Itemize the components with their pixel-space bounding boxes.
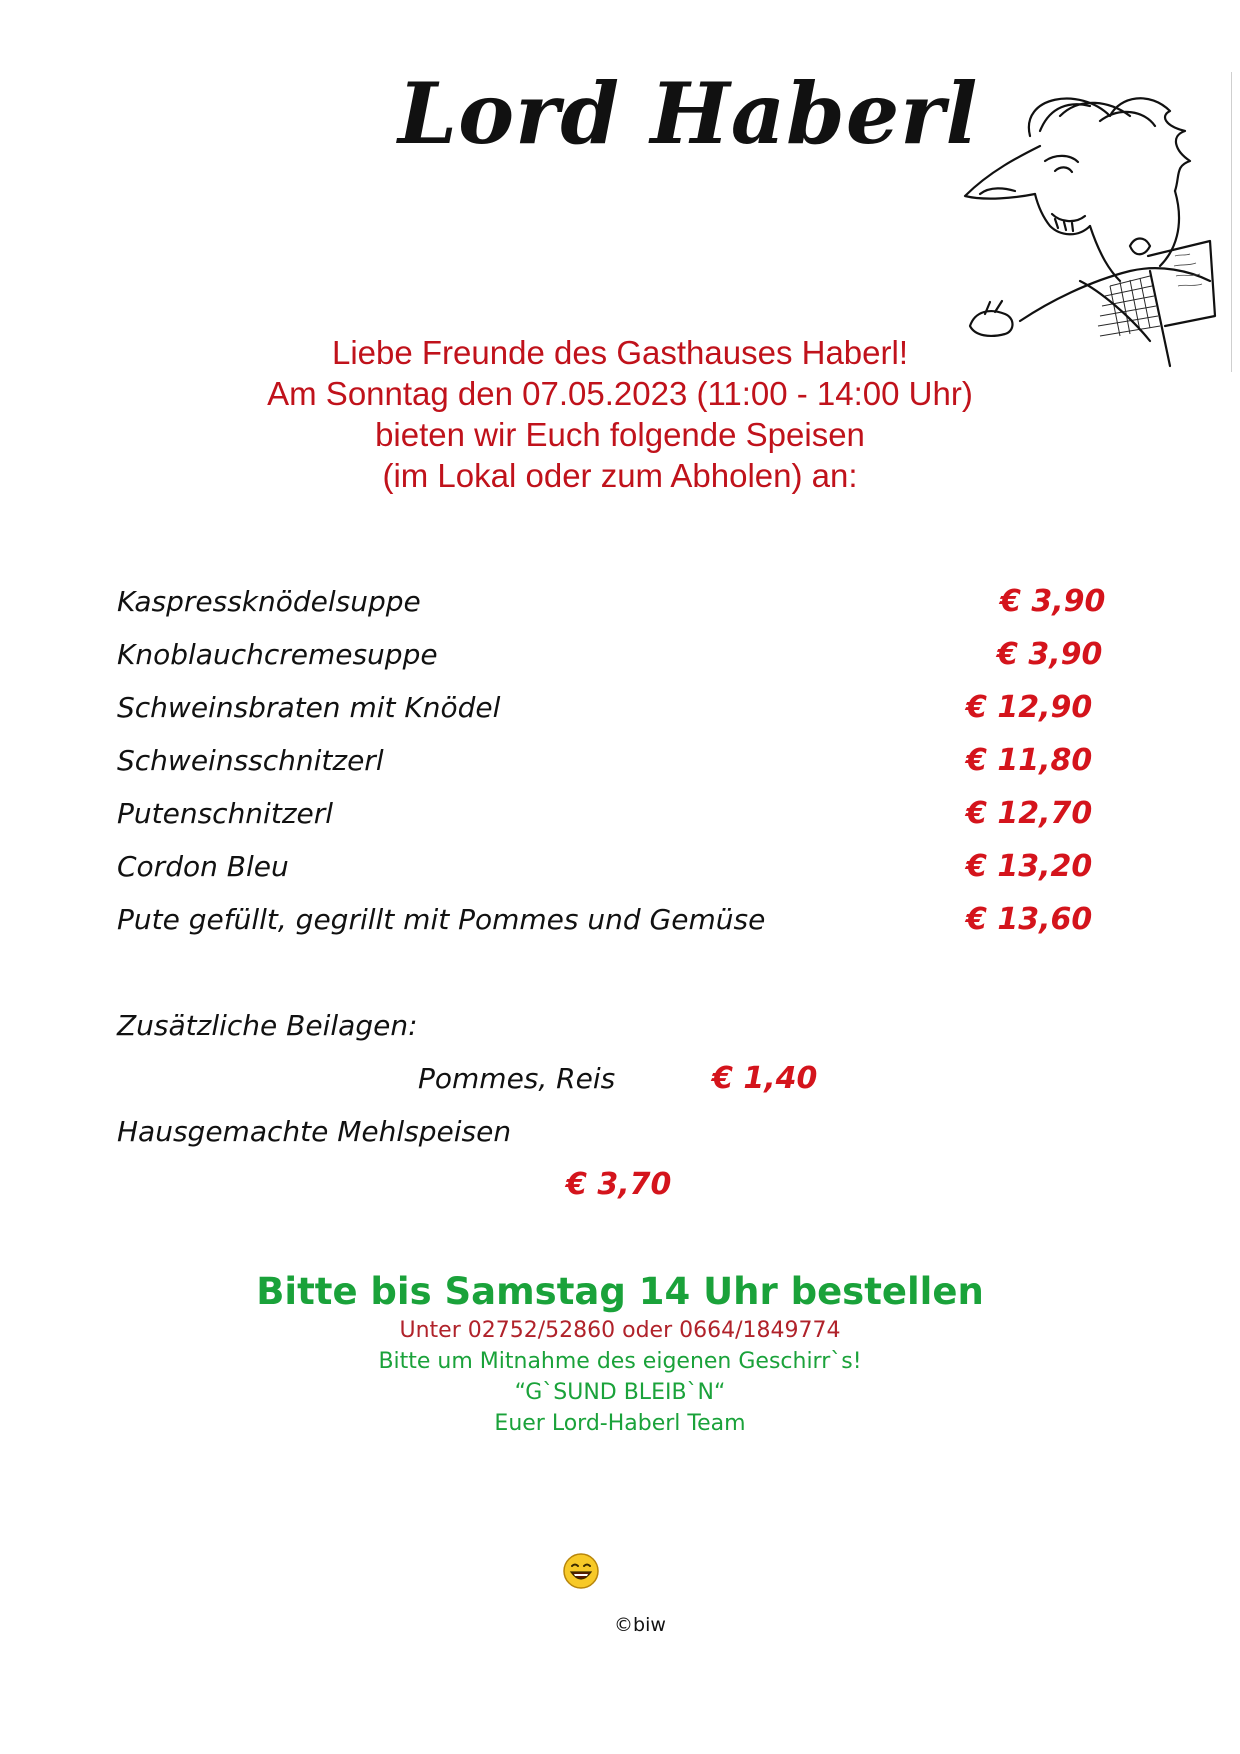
team-signature: Euer Lord-Haberl Team <box>494 1411 746 1436</box>
phone-numbers: Unter 02752/52860 oder 0664/1849774 <box>399 1318 841 1343</box>
menu-item-name: Kaspressknödelsuppe <box>117 585 421 618</box>
menu-item-name: Putenschnitzerl <box>117 797 334 830</box>
menu-item-price: € 13,20 <box>966 849 1093 884</box>
intro-line-1: Liebe Freunde des Gasthauses Haberl! <box>331 334 909 371</box>
dishes-note: Bitte um Mitnahme des eigenen Geschirr`s! <box>378 1349 862 1374</box>
desserts-name: Hausgemachte Mehlspeisen <box>117 1115 512 1148</box>
menu-item-price: € 3,90 <box>1000 584 1106 619</box>
side-item-price: € 1,40 <box>712 1061 818 1096</box>
menu-item-name: Schweinsbraten mit Knödel <box>117 691 501 724</box>
laughing-smiley-icon <box>562 1552 600 1590</box>
copyright-text: ©biw <box>614 1614 666 1636</box>
menu-item-price: € 13,60 <box>966 902 1093 937</box>
greeting-text: “G`SUND BLEIB`N“ <box>514 1380 726 1405</box>
order-deadline-heading: Bitte bis Samstag 14 Uhr bestellen <box>256 1270 984 1313</box>
menu-item-name: Knoblauchcremesuppe <box>117 638 438 671</box>
caricature-icon <box>960 76 1220 376</box>
menu-item-price: € 11,80 <box>966 743 1093 778</box>
menu-item-name: Cordon Bleu <box>117 850 289 883</box>
intro-line-4: (im Lokal oder zum Abholen) an: <box>382 457 858 494</box>
menu-item-name: Pute gefüllt, gegrillt mit Pommes und Gemüse <box>117 903 766 936</box>
menu-item-price: € 12,90 <box>966 690 1093 725</box>
menu-item-name: Schweinsschnitzerl <box>117 744 384 777</box>
intro-line-3: bieten wir Euch folgende Speisen <box>375 416 865 453</box>
sides-heading: Zusätzliche Beilagen: <box>117 1009 418 1042</box>
restaurant-logo: Lord Haberl <box>398 64 979 163</box>
intro-text <box>0 332 1240 496</box>
page-edge-line <box>1231 72 1232 372</box>
menu-item-price: € 3,90 <box>997 637 1103 672</box>
menu-item-price: € 12,70 <box>966 796 1093 831</box>
desserts-price: € 3,70 <box>566 1167 672 1202</box>
intro-line-2: Am Sonntag den 07.05.2023 (11:00 - 14:00 Uhr) <box>267 375 973 412</box>
side-item-name: Pommes, Reis <box>418 1062 616 1095</box>
